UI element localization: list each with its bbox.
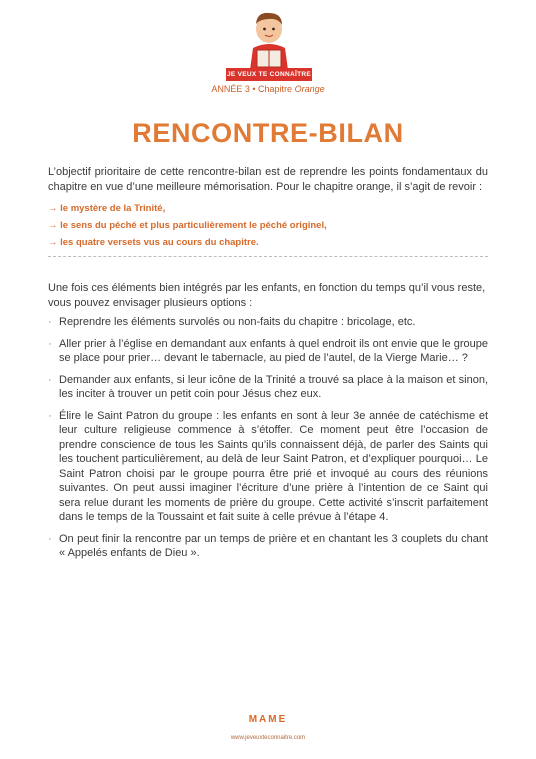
key-point: → le mystère de la Trinité, — [48, 203, 166, 214]
intro-paragraph: L’objectif prioritaire de cette rencontre-bilan est de reprendre les points fondamentaux du chapitre en vue d’une meilleure mémorisation. Pour le chapitre orange, il s’agit de revoir : — [48, 166, 488, 193]
option-text: On peut finir la rencontre par un temps de prière et en chantant les 3 couplets du chant « Appelés enfants de Dieu ». — [59, 532, 488, 559]
chapter-label: Chapitre — [258, 84, 295, 94]
key-point: → les quatre versets vus au cours du chapitre. — [48, 237, 259, 248]
bullet-icon: · — [48, 409, 52, 422]
bullet-icon: · — [48, 373, 52, 386]
website-link[interactable]: www.jeveuxteconnaitre.com — [230, 735, 306, 741]
option-text: Demander aux enfants, si leur icône de la Trinité a trouvé sa place à la maison et sinon, les inciter à trouver un petit coin pour Jésus chez eux. — [59, 373, 488, 400]
option-text: Aller prier à l’église en demandant aux enfants à quel endroit ils ont envie que le groupe se place pour prier… devant le tabernacle, au pied de l’autel, de la Vierge Marie… ? — [59, 337, 488, 364]
year-label: ANNÉE 3 — [211, 84, 250, 94]
chapter-subtitle — [0, 84, 536, 94]
key-point: → le sens du péché et plus particulièrement le péché originel, — [48, 220, 327, 231]
option-item — [48, 373, 488, 402]
dashed-divider — [48, 256, 488, 257]
logo — [226, 8, 312, 84]
logo-banner: JE VEUX TE CONNAÎTRE — [226, 68, 312, 81]
option-text: Reprendre les éléments survolés ou non-faits du chapitre : bricolage, etc. — [59, 316, 416, 328]
bullet-icon: · — [48, 532, 52, 545]
page-title: RENCONTRE-BILAN — [132, 118, 404, 148]
child-reading-illustration — [226, 8, 312, 70]
bullet-icon: · — [48, 337, 52, 350]
options-list — [48, 315, 488, 568]
bullet-icon: · — [48, 316, 52, 328]
key-points-list — [48, 200, 488, 251]
option-text: Élire le Saint Patron du groupe : les enfants en sont à leur 3e année de catéchisme et leur culture religieuse commence à s’étoffer. Ce moment peut être l’occasion de prendre conscience de tous les Saints qu’ils connaissent déjà, de parler des Saints qui les touchent particulièrement, au delà de leur Saint Patron, et d’expliquer pourquoi… Le Saint Patron choisi par le groupe pourra être prié et invoqué au cours des réunions suivantes. On peut aussi imaginer l’écriture d’une prière à l’intention de ce Saint qui sera relue durant les moments de prière du groupe. Cette activité s’inscrit parfaitement dans le temps de la Toussaint et fait suite à celle prévue à l’étape 4. — [59, 409, 488, 523]
option-item — [48, 337, 488, 366]
chapter-name: Orange — [294, 84, 325, 94]
subtitle-separator: • — [249, 84, 259, 94]
option-item — [48, 409, 488, 525]
options-intro: Une fois ces éléments bien intégrés par les enfants, en fonction du temps qu’il vous reste, vous pouvez envisager plusieurs options : — [48, 282, 486, 309]
option-item — [48, 532, 488, 561]
publisher-logo: MAME — [248, 714, 288, 725]
option-item — [48, 315, 488, 330]
